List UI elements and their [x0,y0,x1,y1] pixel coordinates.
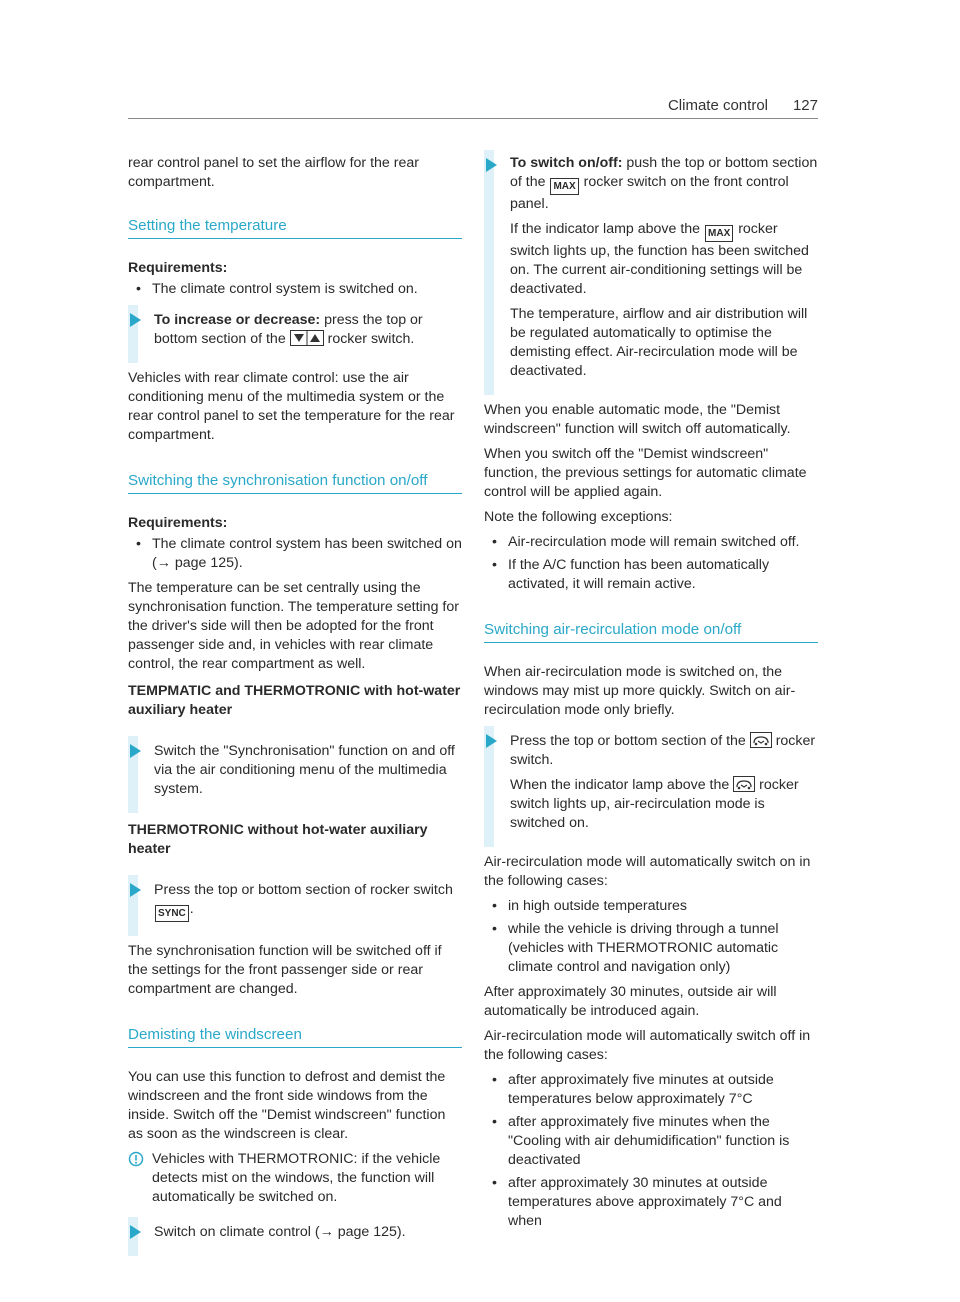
section-title-demisting: Demisting the windscreen [128,1025,462,1048]
list-item: • after approximately 30 minutes at outside temperatures above approximately 7°C and when [484,1174,818,1231]
temperature-rocker-icon [290,330,324,346]
requirements-label: Requirements: [128,515,228,531]
body-paragraph: Air-recirculation mode will automatically switch off in the following cases: [484,1028,811,1063]
step-bold-label: To switch on/off: [510,155,623,171]
instruction-step: Switch the "Synchronisation" function on and off via the air conditioning menu of the multimedia system. [128,736,462,813]
sub-heading: TEMPMATIC and THERMOTRONIC with hot-water auxiliary heater [128,683,461,718]
right-column [484,150,818,1237]
body-paragraph: The temperature can be set centrally using the synchronisation function. The temperature setting for the driver's side will then be adopted for the front passenger side and, in vehicles with rear climate control, the rear compartment as well. [128,580,459,672]
page-number: 127 [792,97,818,114]
body-paragraph: When you enable automatic mode, the "Demist windscreen" function will switch off automatically. [484,402,791,437]
max-defrost-icon: MAX [550,178,578,195]
list-item: • The climate control system is switched on. [128,280,462,299]
sync-button-icon: SYNC [155,905,189,922]
step-bold-label: To increase or decrease: [154,312,321,328]
air-recirculation-icon [733,776,755,792]
requirements-list [128,280,462,299]
intro-text: rear control panel to set the airflow for the rear compartment. [128,155,419,190]
list-item: • after approximately five minutes when the "Cooling with air dehumidification" function is deactivated [484,1113,818,1170]
step-arrow-icon [486,158,497,172]
body-paragraph: You can use this function to defrost and demist the windscreen and the front side windows from the inside. Switch off the "Demist windscreen" function as soon as the windscreen is clear. [128,1069,446,1142]
instruction-step: Press the top or bottom section of the rocker switch. When the indicator lamp above the rocker switch lights up, air-recirculation mode is switched on. [484,726,818,847]
list-item: • while the vehicle is driving through a tunnel (vehicles with THERMOTRONIC automatic climate control and navigation only) [484,920,818,977]
list-item: • in high outside temperatures [484,897,818,916]
list-item: • If the A/C function has been automatically activated, it will remain active. [484,556,818,594]
body-paragraph: Note the following exceptions: [484,509,673,525]
auto-on-list [484,897,818,977]
step-arrow-icon [130,883,141,897]
left-column [128,154,462,1262]
step-arrow-icon [130,744,141,758]
requirements-list [128,535,462,573]
auto-off-list [484,1071,818,1231]
body-paragraph: The synchronisation function will be switched off if the settings for the front passenger side or rear compartment are changed. [128,943,442,997]
list-item: • Air-recirculation mode will remain switched off. [484,533,818,552]
step-arrow-icon [130,313,141,327]
body-paragraph: When air-recirculation mode is switched on, the windows may mist up more quickly. Switch on air-recirculation mode only briefly. [484,664,796,718]
note-info-icon [128,1151,144,1167]
body-paragraph: When you switch off the "Demist windscreen" function, the previous settings for automatic climate control will be applied again. [484,446,807,500]
instruction-step: Switch on climate control (→ page 125). [128,1217,462,1256]
body-paragraph: After approximately 30 minutes, outside air will automatically be introduced again. [484,984,777,1019]
chapter-title: Climate control [667,97,768,114]
instruction-step: To switch on/off: push the top or bottom section of the MAX rocker switch on the front control panel. If the indicator lamp above the MAX rocker switch lights up, the function has been switched on. The current air-conditioning settings will be deactivated. The temperature, airflow and air distribution will be regulated automatically to optimise the demisting effect. Air-recirculation mode will be deactivated. [484,150,818,395]
note: Vehicles with THERMOTRONIC: if the vehicle detects mist on the windows, the function will automatically be switched on. [128,1150,462,1207]
page-header [128,92,818,119]
list-item: • after approximately five minutes at outside temperatures below approximately 7°C [484,1071,818,1109]
exceptions-list [484,533,818,594]
air-recirculation-icon [750,732,772,748]
sub-heading: THERMOTRONIC without hot-water auxiliary heater [128,822,428,857]
section-title-synchronisation: Switching the synchronisation function on/off [128,471,462,494]
section-title-air-recirculation: Switching air-recirculation mode on/off [484,620,818,643]
section-title-temperature: Setting the temperature [128,216,462,239]
body-paragraph: Vehicles with rear climate control: use the air conditioning menu of the multimedia system or the rear control panel to set the temperature for the rear compartment. [128,370,455,443]
instruction-step: To increase or decrease: press the top or bottom section of the rocker switch. [128,305,462,363]
step-arrow-icon [130,1225,141,1239]
max-defrost-icon: MAX [705,225,733,242]
step-arrow-icon [486,734,497,748]
requirements-label: Requirements: [128,260,228,276]
body-paragraph: Air-recirculation mode will automatically switch on in the following cases: [484,854,811,889]
instruction-step: Press the top or bottom section of rocker switch SYNC . [128,875,462,936]
list-item: • The climate control system has been switched on (→ page 125). [128,535,462,573]
